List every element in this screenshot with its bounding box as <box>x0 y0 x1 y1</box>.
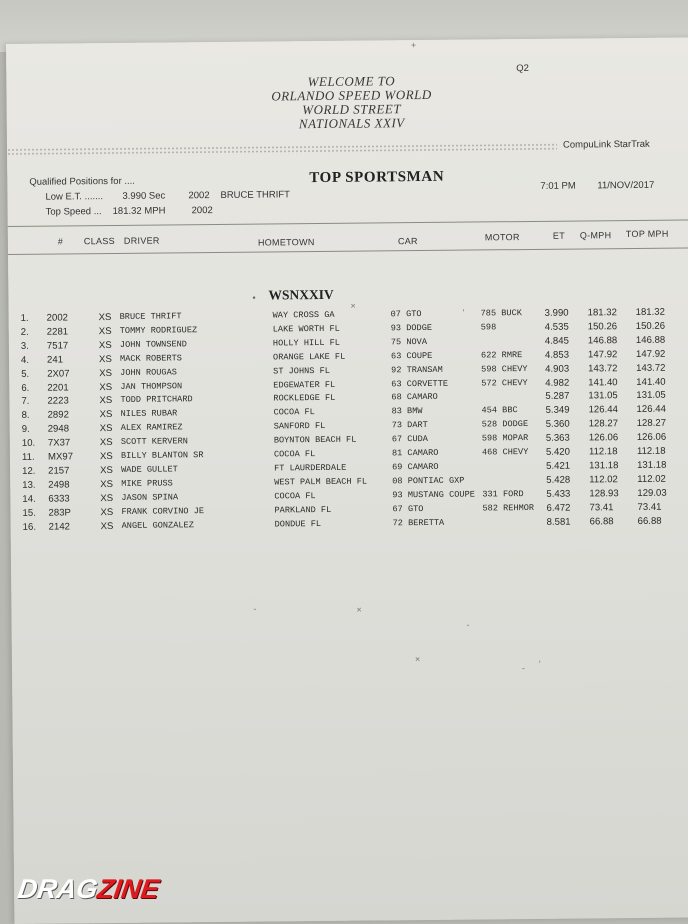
row-class: XS <box>98 339 112 351</box>
col-header-num: # <box>57 236 64 247</box>
row-qmph: 141.40 <box>588 376 618 388</box>
row-topmph: 128.27 <box>636 417 667 430</box>
row-motor: 582 REHMOR <box>482 502 535 514</box>
welcome-line-1: WELCOME TO <box>307 73 396 90</box>
row-motor: 598 CHEVY <box>481 363 528 375</box>
row-car: 93 DODGE <box>390 322 433 334</box>
row-motor: 528 DODGE <box>481 419 529 430</box>
row-car-number: 2892 <box>47 409 69 421</box>
results-sheet <box>6 37 688 924</box>
row-car-number: 2X07 <box>47 367 70 380</box>
row-car: 08 PONTIAC GXP <box>392 475 465 487</box>
row-car-number: 2142 <box>48 520 71 533</box>
row-position: 13. <box>22 479 36 491</box>
welcome-line-4: NATIONALS XXIV <box>298 115 405 132</box>
row-motor: 598 MOPAR <box>481 433 529 444</box>
low-et-value: 3.990 Sec <box>122 190 166 202</box>
row-car-number: 2157 <box>48 465 70 477</box>
speck-mark: - <box>466 619 470 630</box>
row-topmph: 141.40 <box>636 376 666 388</box>
row-position: 4. <box>20 354 30 366</box>
welcome-line-2: ORLANDO SPEED WORLD <box>271 86 432 104</box>
col-header-class: CLASS <box>83 235 115 247</box>
row-car-number: 241 <box>46 354 64 366</box>
row-car: 83 BMW <box>391 406 423 417</box>
row-driver: ANGEL GONZALEZ <box>121 519 194 531</box>
row-motor: 454 BBC <box>481 405 518 416</box>
report-time: 7:01 PM <box>540 180 576 192</box>
row-et: 4.853 <box>544 349 570 361</box>
row-et: 5.428 <box>546 474 571 486</box>
row-car: 07 GTO <box>390 309 422 320</box>
row-topmph: 146.88 <box>635 334 666 346</box>
row-car-number: 2498 <box>48 479 70 491</box>
row-hometown: SANFORD FL <box>273 421 326 432</box>
section-title: WSNXXIV <box>268 286 334 303</box>
row-qmph: 112.18 <box>588 446 618 458</box>
row-hometown: PARKLAND FL <box>274 504 332 516</box>
row-class: XS <box>98 353 112 365</box>
row-topmph: 143.72 <box>636 362 666 374</box>
low-et-label: Low E.T. ....... <box>45 191 104 203</box>
row-driver: FRANK CORVINO JE <box>121 505 205 517</box>
report-date: 11/NOV/2017 <box>597 179 655 192</box>
row-et: 4.845 <box>544 335 569 347</box>
row-car-number: 7517 <box>46 340 69 352</box>
row-qmph: 131.05 <box>588 390 618 402</box>
row-topmph: 181.32 <box>635 306 666 318</box>
row-driver: TODD PRITCHARD <box>120 394 193 406</box>
row-car-number: 2948 <box>47 423 70 435</box>
row-car: 67 GTO <box>392 503 424 514</box>
row-hometown: EDGEWATER FL <box>273 379 336 390</box>
row-class: XS <box>99 437 113 449</box>
row-position: 12. <box>22 465 36 477</box>
speck-mark: × <box>350 300 356 311</box>
dragzine-logo <box>16 874 161 905</box>
row-topmph: 131.05 <box>636 390 666 402</box>
speck-mark: + <box>410 40 417 51</box>
col-header-driver: DRIVER <box>123 235 160 246</box>
row-qmph: 150.26 <box>587 321 618 333</box>
col-header-hometown: HOMETOWN <box>257 237 315 248</box>
logo-part-drag: DRAG <box>15 874 100 904</box>
row-car-number: 2223 <box>47 395 69 408</box>
row-class: XS <box>100 464 113 477</box>
software-name: CompuLink StarTrak <box>562 138 650 151</box>
low-et-driver: BRUCE THRIFT <box>220 189 291 201</box>
row-qmph: 131.18 <box>589 460 619 472</box>
logo-part-zine: ZINE <box>95 874 162 904</box>
row-hometown: COCOA FL <box>273 449 316 460</box>
row-class: XS <box>98 325 112 338</box>
row-hometown: WAY CROSS GA <box>272 309 335 321</box>
row-et: 5.421 <box>546 460 571 472</box>
row-driver: BRUCE THRIFT <box>119 311 182 322</box>
col-header-topmph: TOP MPH <box>625 228 669 240</box>
row-class: XS <box>99 423 113 435</box>
speck-mark: × <box>414 654 421 665</box>
row-qmph: 128.27 <box>588 418 619 430</box>
row-car: 73 DART <box>391 420 428 431</box>
row-class: XS <box>100 478 114 490</box>
row-motor: 331 FORD <box>482 488 524 500</box>
row-et: 5.360 <box>545 418 570 431</box>
row-driver: ALEX RAMIREZ <box>120 422 183 434</box>
row-car: 81 CAMARO <box>391 447 439 459</box>
row-hometown: COCOA FL <box>274 490 316 502</box>
row-class: XS <box>99 450 113 463</box>
row-car-number: 2201 <box>47 381 69 394</box>
speck-mark: × <box>356 604 362 615</box>
row-position: 15. <box>22 507 36 519</box>
col-header-qmph: Q-MPH <box>579 230 612 241</box>
page-code: Q2 <box>516 62 529 75</box>
row-topmph: 129.03 <box>637 487 667 499</box>
row-qmph: 66.88 <box>589 515 614 527</box>
row-et: 4.535 <box>544 321 569 333</box>
row-hometown: ROCKLEDGE FL <box>273 393 336 404</box>
row-car: 75 NOVA <box>390 336 428 348</box>
row-driver: TOMMY RODRIGUEZ <box>119 325 198 336</box>
welcome-line-3: WORLD STREET <box>302 101 402 118</box>
row-topmph: 112.02 <box>637 473 666 485</box>
row-qmph: 143.72 <box>588 362 618 375</box>
row-position: 10. <box>21 437 36 449</box>
row-class: XS <box>98 312 112 324</box>
col-header-et: ET <box>552 230 566 241</box>
row-topmph: 131.18 <box>637 459 667 471</box>
row-et: 4.903 <box>545 363 570 375</box>
row-motor: 598 <box>480 322 497 333</box>
row-car: 63 COUPE <box>390 350 433 362</box>
row-car: 92 TRANSAM <box>391 364 443 375</box>
row-topmph: 112.18 <box>636 445 666 457</box>
row-class: XS <box>99 395 113 407</box>
row-et: 5.433 <box>546 488 571 500</box>
row-position: 2. <box>20 326 29 338</box>
row-class: XS <box>100 492 114 504</box>
row-position: 6. <box>21 382 30 394</box>
row-car-number: MX97 <box>47 451 74 463</box>
row-qmph: 126.44 <box>588 404 618 416</box>
row-et: 5.287 <box>545 390 570 403</box>
row-hometown: ST JOHNS FL <box>273 365 330 377</box>
row-class: XS <box>99 367 113 379</box>
row-qmph: 146.88 <box>587 334 618 347</box>
row-qmph: 112.02 <box>589 473 618 486</box>
row-car: 72 BERETTA <box>392 517 445 528</box>
row-motor: 785 BUCK <box>480 308 522 319</box>
top-speed-car: 2002 <box>191 205 213 217</box>
speck-mark: ' <box>462 307 465 318</box>
row-position: 16. <box>22 521 37 533</box>
row-driver: WADE GULLET <box>121 464 178 475</box>
speck-mark: - <box>521 663 526 674</box>
row-position: 7. <box>21 396 30 408</box>
row-car: 67 CUDA <box>391 434 428 445</box>
row-topmph: 147.92 <box>635 348 666 360</box>
row-hometown: ORANGE LAKE FL <box>272 351 346 363</box>
row-et: 5.363 <box>545 432 570 444</box>
row-topmph: 150.26 <box>635 320 666 332</box>
row-car-number: 2281 <box>46 326 69 338</box>
row-driver: NILES RUBAR <box>120 408 178 420</box>
row-et: 3.990 <box>544 307 569 319</box>
row-qmph: 73.41 <box>589 501 614 514</box>
row-position: 8. <box>21 410 30 422</box>
row-hometown: HOLLY HILL FL <box>272 337 340 349</box>
row-motor: 622 RMRE <box>480 349 523 361</box>
row-position: 3. <box>20 340 29 352</box>
row-topmph: 73.41 <box>637 501 662 513</box>
speck-mark: - <box>253 603 257 614</box>
class-title: TOP SPORTSMAN <box>309 168 445 187</box>
low-et-car: 2002 <box>188 190 210 202</box>
row-hometown: FT LAURDERDALE <box>274 462 347 474</box>
row-hometown: WEST PALM BEACH FL <box>274 476 368 488</box>
row-position: 5. <box>21 368 30 380</box>
speck-mark: ' <box>538 658 541 669</box>
row-position: 11. <box>21 451 35 463</box>
row-car-number: 2002 <box>46 312 69 324</box>
row-driver: SCOTT KERVERN <box>120 436 188 448</box>
row-car: 63 CORVETTE <box>391 378 449 389</box>
row-hometown: COCOA FL <box>273 407 315 418</box>
row-driver: JASON SPINA <box>121 492 179 503</box>
row-et: 4.982 <box>545 377 570 389</box>
row-car-number: 7X37 <box>47 437 71 449</box>
col-header-motor: MOTOR <box>484 232 520 243</box>
row-class: XS <box>100 506 114 518</box>
col-header-car: CAR <box>397 236 418 247</box>
row-qmph: 126.06 <box>588 432 619 444</box>
row-class: XS <box>99 409 113 421</box>
row-topmph: 126.44 <box>636 403 666 416</box>
row-car: 69 CAMARO <box>392 461 439 473</box>
row-class: XS <box>99 381 113 393</box>
section-marker: • <box>252 292 256 303</box>
row-driver: MIKE PRUSS <box>121 478 173 489</box>
row-driver: JAN THOMPSON <box>120 380 183 392</box>
row-position: 14. <box>22 493 36 505</box>
row-car-number: 283P <box>48 506 71 519</box>
row-position: 1. <box>20 312 29 324</box>
top-speed-label: Top Speed ... <box>45 206 102 218</box>
row-qmph: 147.92 <box>587 348 618 361</box>
row-hometown: BOYNTON BEACH FL <box>273 434 357 446</box>
header-rule-bottom <box>8 247 688 255</box>
row-position: 9. <box>21 423 30 436</box>
row-hometown: LAKE WORTH FL <box>272 323 340 335</box>
row-topmph: 66.88 <box>637 515 662 527</box>
row-driver: BILLY BLANTON SR <box>120 450 204 461</box>
row-car: 68 CAMARO <box>391 392 438 403</box>
row-car-number: 6333 <box>48 493 70 505</box>
row-class: XS <box>100 520 114 532</box>
row-driver: JOHN TOWNSEND <box>119 339 187 350</box>
row-qmph: 181.32 <box>587 307 618 319</box>
row-motor: 572 CHEVY <box>481 377 528 388</box>
row-et: 5.349 <box>545 404 570 417</box>
row-et: 5.420 <box>545 446 571 458</box>
row-et: 8.581 <box>546 516 571 528</box>
row-et: 6.472 <box>546 502 571 514</box>
row-hometown: DONDUE FL <box>274 518 322 529</box>
dotted-separator <box>7 143 557 157</box>
row-driver: JOHN ROUGAS <box>120 366 177 378</box>
row-topmph: 126.06 <box>636 431 667 444</box>
top-speed-value: 181.32 MPH <box>112 205 166 217</box>
row-car: 93 MUSTANG COUPE <box>392 489 475 500</box>
row-motor: 468 CHEVY <box>481 447 529 458</box>
qualified-label: Qualified Positions for .... <box>29 175 135 188</box>
header-rule-top <box>8 219 688 227</box>
row-driver: MACK ROBERTS <box>119 353 182 364</box>
row-qmph: 128.93 <box>589 487 619 500</box>
